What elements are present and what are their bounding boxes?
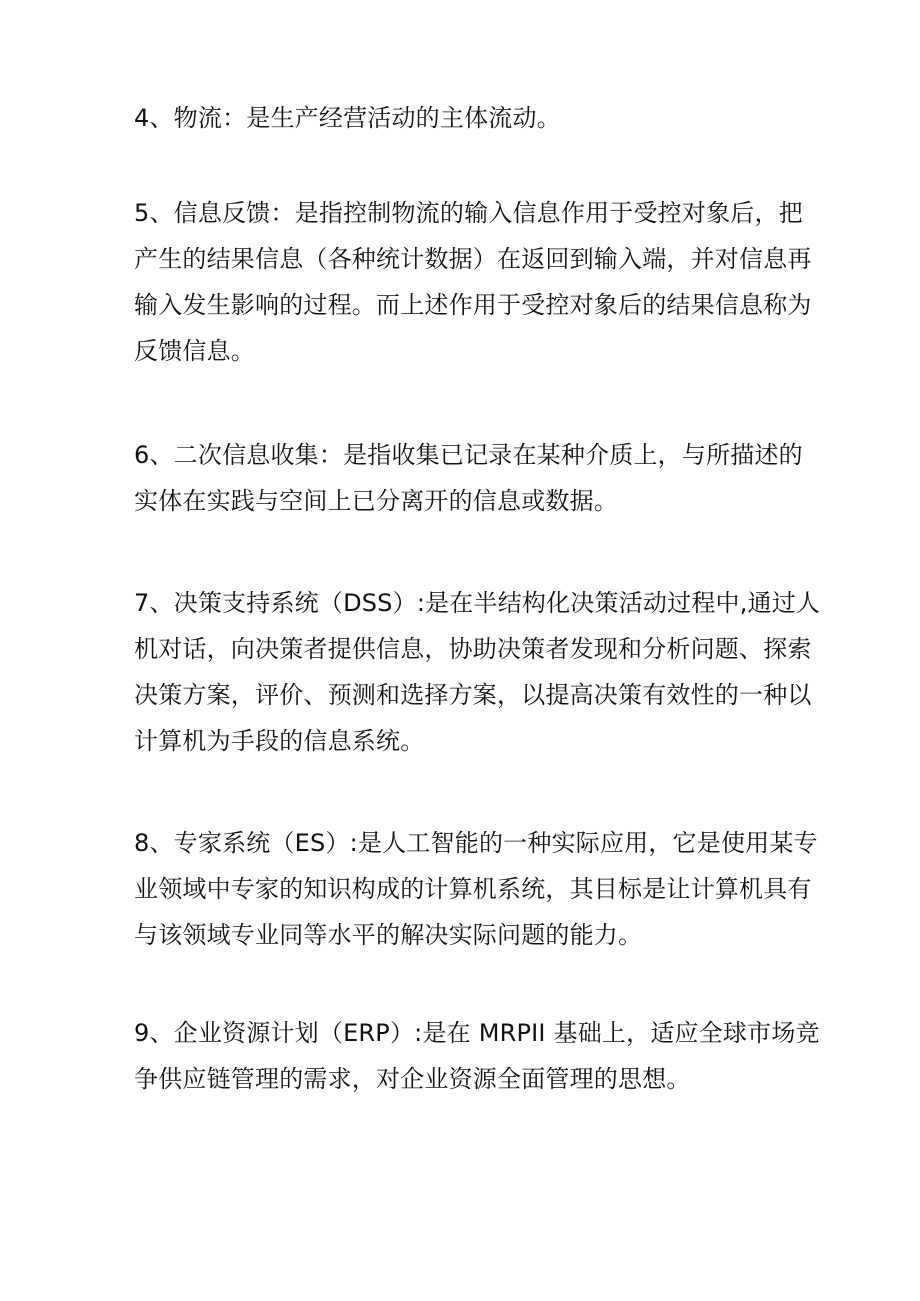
paragraph-information-feedback [134, 190, 812, 374]
paragraph-dss [134, 580, 821, 764]
text-line: 实体在实践与空间上已分离开的信息或数据。 [134, 487, 618, 515]
paragraph-erp [134, 1010, 820, 1102]
text-line: 9、企业资源计划（ERP）:是在 MRPII 基础上，适应全球市场竞 [134, 1019, 820, 1047]
text-line: 与该领域专业同等水平的解决实际问题的能力。 [134, 921, 643, 949]
text-line: 8、专家系统（ES）:是人工智能的一种实际应用，它是使用某专 [134, 829, 818, 857]
text-line: 5、信息反馈：是指控制物流的输入信息作用于受控对象后，把 [134, 199, 803, 227]
text-line: 业领域中专家的知识构成的计算机系统，其目标是让计算机具有 [134, 875, 812, 903]
paragraph-secondary-information [134, 432, 803, 524]
paragraph-logistics [134, 95, 794, 141]
text-line: 争供应链管理的需求，对企业资源全面管理的思想。 [134, 1065, 691, 1093]
text-line: 反馈信息。 [134, 337, 255, 365]
text-line: 7、决策支持系统（DSS）:是在半结构化决策活动过程中,通过人 [134, 589, 821, 617]
text-line: 决策方案，评价、预测和选择方案，以提高决策有效性的一种以 [134, 681, 812, 709]
text-line: 计算机为手段的信息系统。 [134, 727, 425, 755]
text-line: 产生的结果信息（各种统计数据）在返回到输入端，并对信息再 [134, 245, 812, 273]
text-line: 输入发生影响的过程。而上述作用于受控对象后的结果信息称为 [134, 291, 812, 319]
paragraph-expert-system [134, 820, 818, 958]
text-line: 4、物流：是生产经营活动的主体流动。 [134, 104, 561, 132]
text-line: 6、二次信息收集：是指收集已记录在某种介质上，与所描述的 [134, 441, 803, 469]
text-line: 机对话，向决策者提供信息，协助决策者发现和分析问题、探索 [134, 635, 812, 663]
